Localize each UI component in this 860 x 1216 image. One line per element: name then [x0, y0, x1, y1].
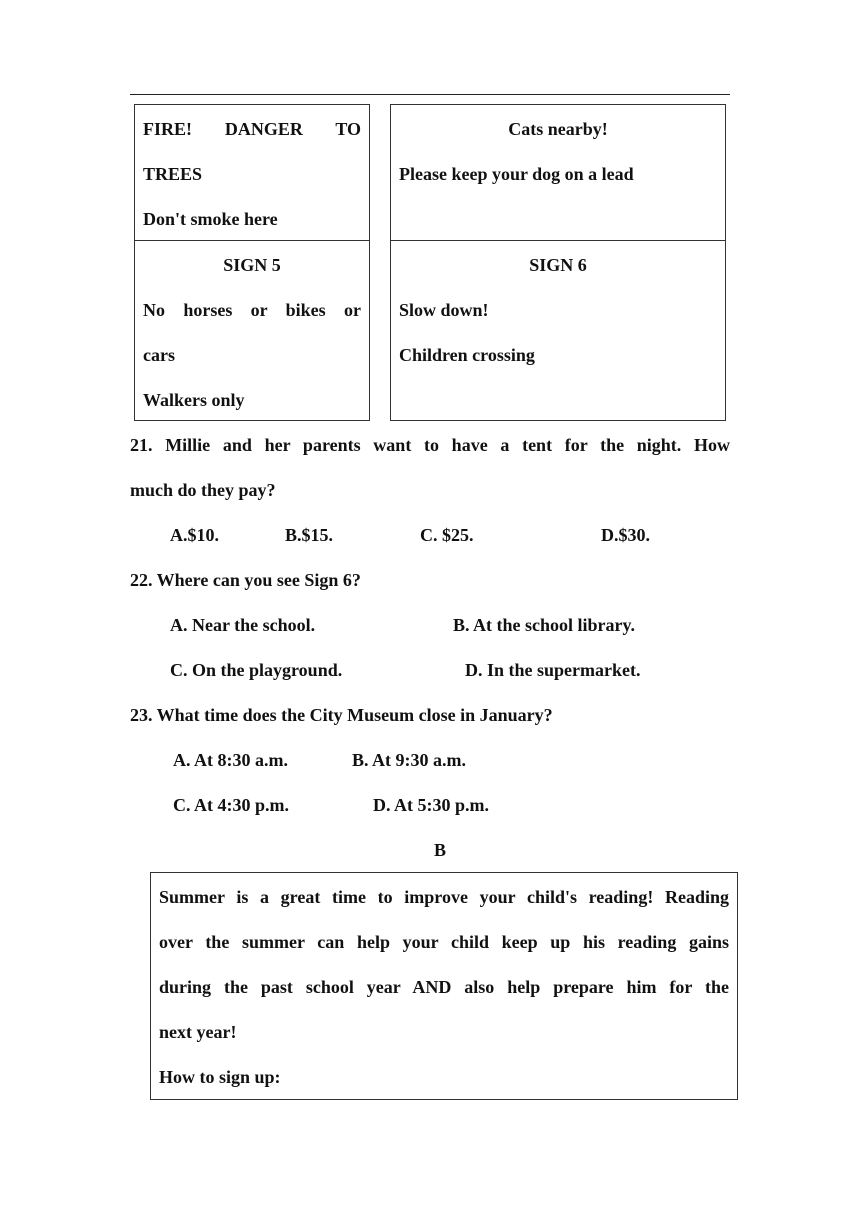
- q22-option-a: A. Near the school.: [170, 615, 316, 635]
- sign-cats-line1: Please keep your dog on a lead: [399, 164, 634, 184]
- sign-box-fire: [134, 104, 370, 241]
- section-b-heading: B: [433, 840, 446, 860]
- q21-option-c: C. $25.: [420, 525, 474, 545]
- q23-option-d: D. At 5:30 p.m.: [373, 795, 489, 815]
- q23-option-c: C. At 4:30 p.m.: [173, 795, 289, 815]
- q22-option-c: C. On the playground.: [170, 660, 343, 680]
- q21-option-d: D.$30.: [601, 525, 650, 545]
- passage-line-5: How to sign up:: [159, 1067, 281, 1087]
- question-21-line2: much do they pay?: [130, 480, 276, 500]
- section-b-passage-box: [150, 872, 738, 1100]
- q23-option-b: B. At 9:30 a.m.: [352, 750, 466, 770]
- q21-option-b: B.$15.: [285, 525, 334, 545]
- sign-fire-line1: FIRE! DANGER TO: [143, 119, 361, 139]
- q22-option-d: D. In the supermarket.: [465, 660, 641, 680]
- q23-option-a: A. At 8:30 a.m.: [173, 750, 288, 770]
- sign-6-line1: Slow down!: [399, 300, 489, 320]
- q21-option-a: A.$10.: [170, 525, 219, 545]
- sign-box-5: [134, 240, 370, 421]
- sign-5-line2: cars: [143, 345, 175, 365]
- q22-option-b: B. At the school library.: [453, 615, 636, 635]
- passage-line-1: Summer is a great time to improve your child's reading! Reading: [159, 887, 729, 907]
- sign-5-title: SIGN 5: [223, 255, 281, 275]
- sign-5-line1: No horses or bikes or: [143, 300, 361, 320]
- sign-cats-title: Cats nearby!: [508, 119, 608, 139]
- passage-line-2: over the summer can help your child keep up his reading gains: [159, 932, 729, 952]
- passage-line-3: during the past school year AND also help prepare him for the: [159, 977, 729, 997]
- question-23: 23. What time does the City Museum close in January?: [130, 705, 553, 725]
- sign-6-title: SIGN 6: [529, 255, 587, 275]
- sign-fire-line2: TREES: [143, 164, 203, 184]
- sign-5-line3: Walkers only: [143, 390, 245, 410]
- sign-fire-line3: Don't smoke here: [143, 209, 278, 229]
- question-22: 22. Where can you see Sign 6?: [130, 570, 361, 590]
- header-rule: [130, 94, 730, 95]
- sign-6-line2: Children crossing: [399, 345, 535, 365]
- passage-line-4: next year!: [159, 1022, 237, 1042]
- sign-box-6: [390, 240, 726, 421]
- question-21-line1: 21. Millie and her parents want to have a tent for the night. How: [130, 435, 730, 455]
- sign-box-cats: [390, 104, 726, 241]
